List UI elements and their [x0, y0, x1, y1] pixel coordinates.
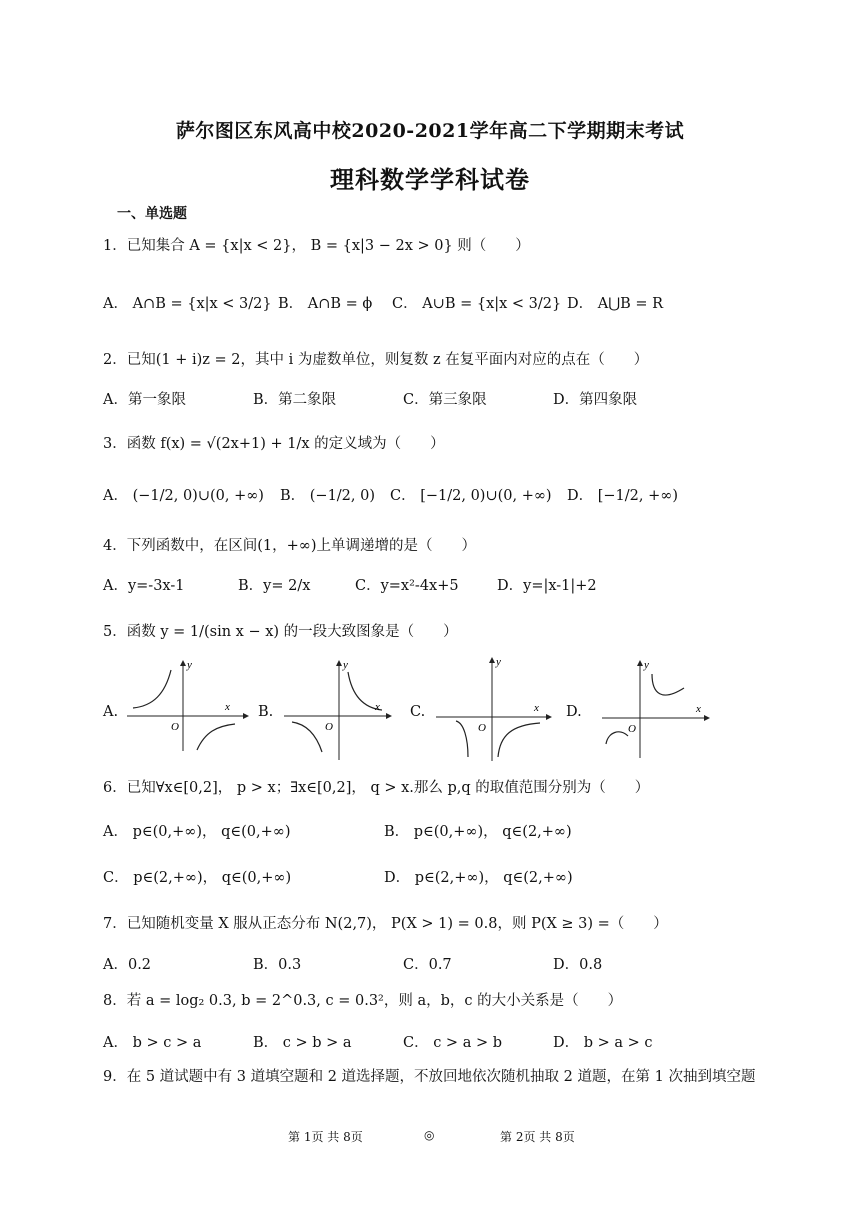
graph-option-d	[600, 658, 712, 760]
question-2-option-d: D．第四象限	[553, 392, 638, 408]
question-8-option-c: C． c > a > b	[403, 1035, 502, 1051]
question-4-option-a: A．y=-3x-1	[103, 578, 185, 594]
question-2-stem: 2．已知(1 + i)z = 2，其中 i 为虚数单位，则复数 z 在复平面内对应的点在（ ）	[103, 352, 649, 368]
graph-a-x-label: x	[225, 701, 230, 713]
graph-option-b	[282, 658, 394, 763]
section-heading: 一、单选题	[117, 206, 187, 222]
question-1-option-c: C． A∪B = {x|x < 3/2}	[392, 296, 562, 312]
question-3-option-d: D． [−1/2, +∞)	[567, 488, 678, 504]
question-7-option-b: B．0.3	[253, 957, 302, 973]
graph-d-origin: O	[628, 723, 636, 735]
question-5-stem: 5．函数 y = 1/(sin x − x) 的一段大致图象是（ ）	[103, 624, 458, 640]
exam-subtitle: 理科数学学科试卷	[330, 165, 530, 194]
question-5-option-b: B.	[258, 704, 274, 720]
graph-option-a	[125, 658, 250, 753]
graph-a-origin: O	[171, 721, 179, 733]
question-4-stem: 4．下列函数中，在区间(1，+∞)上单调递增的是（ ）	[103, 538, 476, 554]
question-7-option-c: C．0.7	[403, 957, 452, 973]
graph-b-origin: O	[325, 721, 333, 733]
footer-page-left: 第 1页 共 8页	[288, 1130, 363, 1144]
question-3-option-a: A． (−1/2, 0)∪(0, +∞)	[103, 488, 264, 504]
question-7-stem: 7．已知随机变量 X 服从正态分布 N(2,7)， P(X > 1) = 0.8，则 P(X ≥ 3) =（ ）	[103, 916, 668, 932]
question-3-option-c: C． [−1/2, 0)∪(0, +∞)	[390, 488, 552, 504]
graph-b-x-label: x	[375, 701, 380, 713]
question-4-option-d: D．y=|x-1|+2	[497, 578, 597, 594]
question-8-option-d: D． b > a > c	[553, 1035, 653, 1051]
question-5-option-c: C.	[410, 704, 426, 720]
question-2-option-c: C．第三象限	[403, 392, 487, 408]
graph-c-origin: O	[478, 722, 486, 734]
graph-a-y-label: y	[187, 659, 192, 671]
graph-c-x-label: x	[534, 702, 539, 714]
question-7-option-a: A．0.2	[103, 957, 152, 973]
graph-d-y-label: y	[644, 659, 649, 671]
question-5-option-a: A.	[103, 704, 119, 720]
question-1-option-a: A． A∩B = {x|x < 3/2}	[103, 296, 272, 312]
question-6-option-a: A． p∈(0,+∞)， q∈(0,+∞)	[103, 824, 291, 840]
graph-b-y-label: y	[343, 659, 348, 671]
question-3-option-b: B． (−1/2, 0)	[280, 488, 376, 504]
question-6-option-b: B． p∈(0,+∞)， q∈(2,+∞)	[384, 824, 572, 840]
question-4-option-b: B．y= 2/x	[238, 578, 311, 594]
question-1-stem: 1．已知集合 A = {x|x < 2}， B = {x|3 − 2x > 0} 则（ ）	[103, 238, 530, 254]
footer-page-right: 第 2页 共 8页	[500, 1130, 575, 1144]
question-8-option-b: B． c > b > a	[253, 1035, 352, 1051]
footer-separator: ◎	[424, 1128, 435, 1142]
graph-option-c	[434, 655, 554, 765]
question-6-option-d: D． p∈(2,+∞)， q∈(2,+∞)	[384, 870, 573, 886]
question-5-option-d: D.	[566, 704, 582, 720]
question-3-stem: 3．函数 f(x) = √(2x+1) + 1/x 的定义域为（ ）	[103, 436, 445, 452]
question-2-option-b: B．第二象限	[253, 392, 337, 408]
question-8-option-a: A． b > c > a	[103, 1035, 202, 1051]
question-1-option-d: D． A⋃B = R	[567, 296, 664, 312]
question-6-option-c: C． p∈(2,+∞)， q∈(0,+∞)	[103, 870, 292, 886]
question-7-option-d: D．0.8	[553, 957, 603, 973]
question-6-stem: 6．已知∀x∈[0,2]， p > x；∃x∈[0,2]， q > x.那么 p,q 的取值范围分别为（ ）	[103, 780, 650, 796]
exam-title: 萨尔图区东风高中校2020-2021学年高二下学期期末考试	[175, 120, 685, 142]
question-2-option-a: A．第一象限	[103, 392, 186, 408]
graph-d-x-label: x	[696, 703, 701, 715]
question-8-stem: 8．若 a = log₂ 0.3, b = 2^0.3, c = 0.3²，则 a，b，c 的大小关系是（ ）	[103, 993, 623, 1009]
question-9-stem: 9．在 5 道试题中有 3 道填空题和 2 道选择题，不放回地依次随机抽取 2 道题，在第 1 次抽到填空题	[103, 1069, 756, 1085]
graph-c-y-label: y	[496, 656, 501, 668]
question-4-option-c: C．y=x²-4x+5	[355, 578, 459, 594]
question-1-option-b: B． A∩B = ϕ	[278, 296, 373, 312]
